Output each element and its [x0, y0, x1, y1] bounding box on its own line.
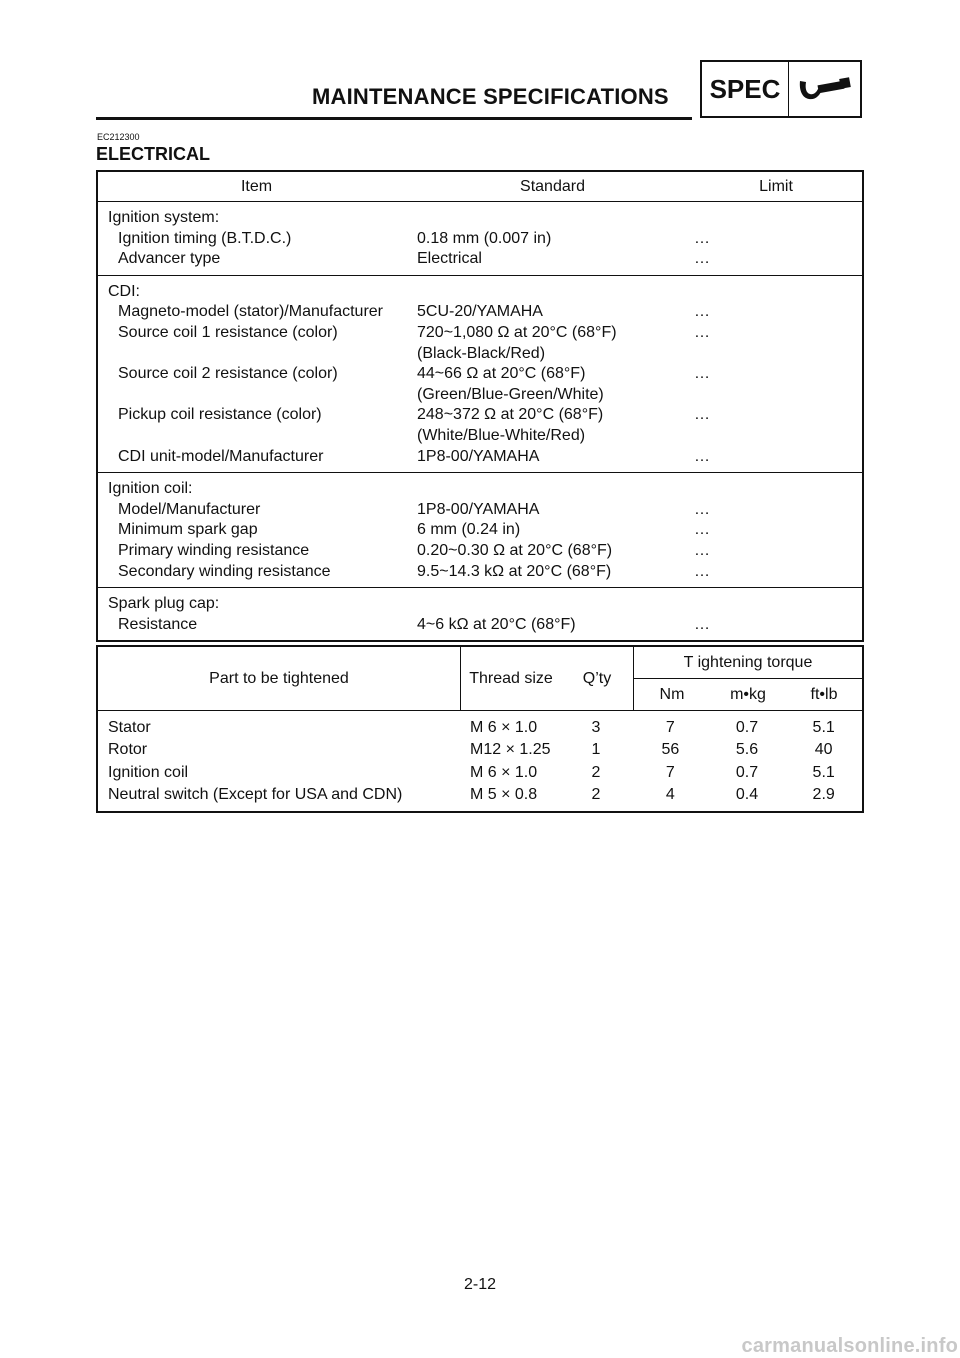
table-row — [98, 385, 862, 406]
header-torque-group — [634, 647, 862, 710]
row-limit: … — [694, 303, 710, 321]
row-item: Ignition coil: — [108, 480, 193, 498]
electrical-spec-table — [96, 170, 864, 642]
row-standard — [415, 594, 692, 615]
row-item: Secondary winding resistance — [118, 562, 331, 580]
row-qty: 2 — [591, 785, 601, 803]
row-ftlb: 2.9 — [812, 785, 835, 803]
row-item: CDI: — [108, 282, 140, 300]
row-limit — [692, 594, 862, 615]
table-row — [98, 562, 862, 583]
table-row — [98, 323, 862, 344]
row-torque — [632, 762, 862, 784]
row-torque — [632, 717, 862, 739]
header-standard: Standard — [520, 177, 585, 195]
table-row — [98, 282, 862, 303]
table-row — [98, 615, 862, 636]
row-standard: 0.20~0.30 Ω at 20°C (68°F) — [417, 541, 613, 559]
row-qty: 3 — [591, 719, 601, 736]
row-part: Rotor — [108, 741, 148, 759]
row-item — [98, 426, 415, 447]
row-limit: … — [694, 615, 710, 633]
row-standard — [415, 479, 692, 500]
table-row — [98, 344, 862, 365]
row-torque — [632, 739, 862, 761]
header-qty: Q’ty — [561, 647, 634, 710]
row-standard: 1P8-00/YAMAHA — [417, 500, 540, 518]
row-item: Magneto-model (stator)/Manufacturer — [118, 303, 383, 321]
spec-label: SPEC — [702, 62, 789, 116]
row-part: Ignition coil — [108, 763, 189, 781]
row-item — [98, 385, 415, 406]
row-part: Neutral switch (Except for USA and CDN) — [108, 785, 403, 803]
section-code: EC212300 — [97, 132, 140, 142]
group-spark-plug-cap — [98, 588, 862, 640]
row-limit: … — [694, 365, 710, 383]
table-header — [98, 172, 862, 202]
table-header — [98, 647, 862, 711]
table-row — [98, 762, 862, 784]
row-standard: (White/Blue-White/Red) — [417, 426, 586, 444]
row-limit: … — [694, 500, 710, 518]
row-limit: … — [694, 250, 710, 268]
row-nm: 4 — [665, 785, 675, 803]
row-ftlb: 5.1 — [812, 763, 835, 781]
group-ignition-system — [98, 202, 862, 276]
table-row — [98, 717, 862, 739]
row-thread: M12 × 1.25 — [470, 741, 551, 759]
row-item: Advancer type — [118, 250, 221, 268]
row-qty: 2 — [591, 763, 601, 781]
header-torque: T ightening torque — [634, 647, 862, 679]
row-standard: 0.18 mm (0.007 in) — [417, 229, 552, 247]
row-standard: 6 mm (0.24 in) — [417, 521, 521, 539]
table-row — [98, 479, 862, 500]
page-title: MAINTENANCE SPECIFICATIONS — [312, 84, 669, 109]
row-part: Stator — [108, 719, 151, 736]
header-part: Part to be tightened — [98, 647, 461, 710]
row-mkg: 0.7 — [735, 763, 759, 781]
row-limit — [692, 426, 862, 447]
header-nm: Nm — [659, 685, 685, 703]
row-standard: 1P8-00/YAMAHA — [417, 447, 540, 465]
row-standard: (Green/Blue-Green/White) — [417, 385, 604, 403]
header-thread-size: Thread size — [469, 669, 553, 687]
table-row — [98, 541, 862, 562]
row-item: Ignition system: — [108, 209, 220, 226]
row-limit: … — [694, 229, 710, 247]
row-item: Minimum spark gap — [118, 521, 258, 539]
row-thread: M 6 × 1.0 — [470, 719, 538, 736]
table-row — [98, 364, 862, 385]
row-limit: … — [694, 562, 710, 580]
row-item: Source coil 1 resistance (color) — [118, 323, 338, 341]
row-item: Ignition timing (B.T.D.C.) — [118, 229, 292, 247]
header-limit: Limit — [759, 177, 793, 195]
page-number: 2-12 — [463, 1276, 497, 1293]
row-item: Spark plug cap: — [108, 595, 220, 613]
header-rule — [96, 117, 692, 120]
row-ftlb: 5.1 — [812, 719, 835, 736]
row-limit — [692, 282, 862, 303]
table-row — [98, 302, 862, 323]
row-mkg: 5.6 — [735, 741, 759, 759]
table-row — [98, 784, 862, 806]
row-standard: 720~1,080 Ω at 20°C (68°F) — [417, 323, 617, 341]
row-nm: 7 — [665, 763, 675, 781]
row-limit: … — [694, 541, 710, 559]
row-standard: Electrical — [417, 250, 482, 268]
table-body — [98, 711, 862, 811]
row-qty: 1 — [591, 741, 601, 759]
row-item: Resistance — [118, 615, 198, 633]
torque-table — [96, 645, 864, 813]
row-mkg: 0.7 — [735, 719, 759, 736]
watermark: carmanualsonline.info — [741, 1335, 958, 1357]
wrench-icon — [789, 62, 860, 116]
row-standard: 5CU-20/YAMAHA — [417, 303, 543, 321]
row-limit: … — [694, 406, 710, 424]
table-row — [98, 739, 862, 761]
row-thread: M 5 × 0.8 — [470, 785, 538, 803]
table-row — [98, 405, 862, 426]
table-row — [98, 594, 862, 615]
row-limit: … — [694, 323, 710, 341]
row-standard: (Black-Black/Red) — [417, 344, 546, 362]
table-row — [98, 447, 862, 468]
row-thread: M 6 × 1.0 — [470, 763, 538, 781]
table-row — [98, 229, 862, 250]
row-mkg: 0.4 — [735, 785, 759, 803]
row-limit: … — [694, 521, 710, 539]
row-item: CDI unit-model/Manufacturer — [118, 447, 324, 465]
group-ignition-coil — [98, 473, 862, 588]
table-row — [98, 208, 862, 229]
row-item: Primary winding resistance — [118, 541, 310, 559]
row-item: Model/Manufacturer — [118, 500, 261, 518]
row-standard: 9.5~14.3 kΩ at 20°C (68°F) — [417, 562, 612, 580]
table-row — [98, 426, 862, 447]
section-title: ELECTRICAL — [96, 144, 210, 164]
header-ftlb: ft•lb — [810, 685, 838, 703]
row-limit — [692, 208, 862, 229]
spec-badge — [700, 60, 862, 118]
row-nm: 7 — [665, 719, 675, 736]
header-mkg: m•kg — [730, 685, 766, 703]
row-standard — [415, 208, 692, 229]
row-standard — [415, 282, 692, 303]
group-cdi — [98, 276, 862, 473]
row-item: Source coil 2 resistance (color) — [118, 365, 338, 383]
header-item: Item — [240, 177, 273, 195]
row-standard: 248~372 Ω at 20°C (68°F) — [417, 406, 604, 424]
row-standard: 44~66 Ω at 20°C (68°F) — [417, 365, 586, 383]
table-row — [98, 520, 862, 541]
row-limit — [692, 479, 862, 500]
row-ftlb: 40 — [814, 741, 833, 759]
row-item — [98, 344, 415, 365]
row-torque — [632, 784, 862, 806]
header-units — [634, 679, 862, 710]
row-limit — [692, 385, 862, 406]
row-item: Pickup coil resistance (color) — [118, 406, 322, 424]
row-limit: … — [694, 447, 710, 465]
table-row — [98, 249, 862, 270]
row-standard: 4~6 kΩ at 20°C (68°F) — [417, 615, 576, 633]
table-row — [98, 500, 862, 521]
row-limit — [692, 344, 862, 365]
row-nm: 56 — [661, 741, 680, 759]
